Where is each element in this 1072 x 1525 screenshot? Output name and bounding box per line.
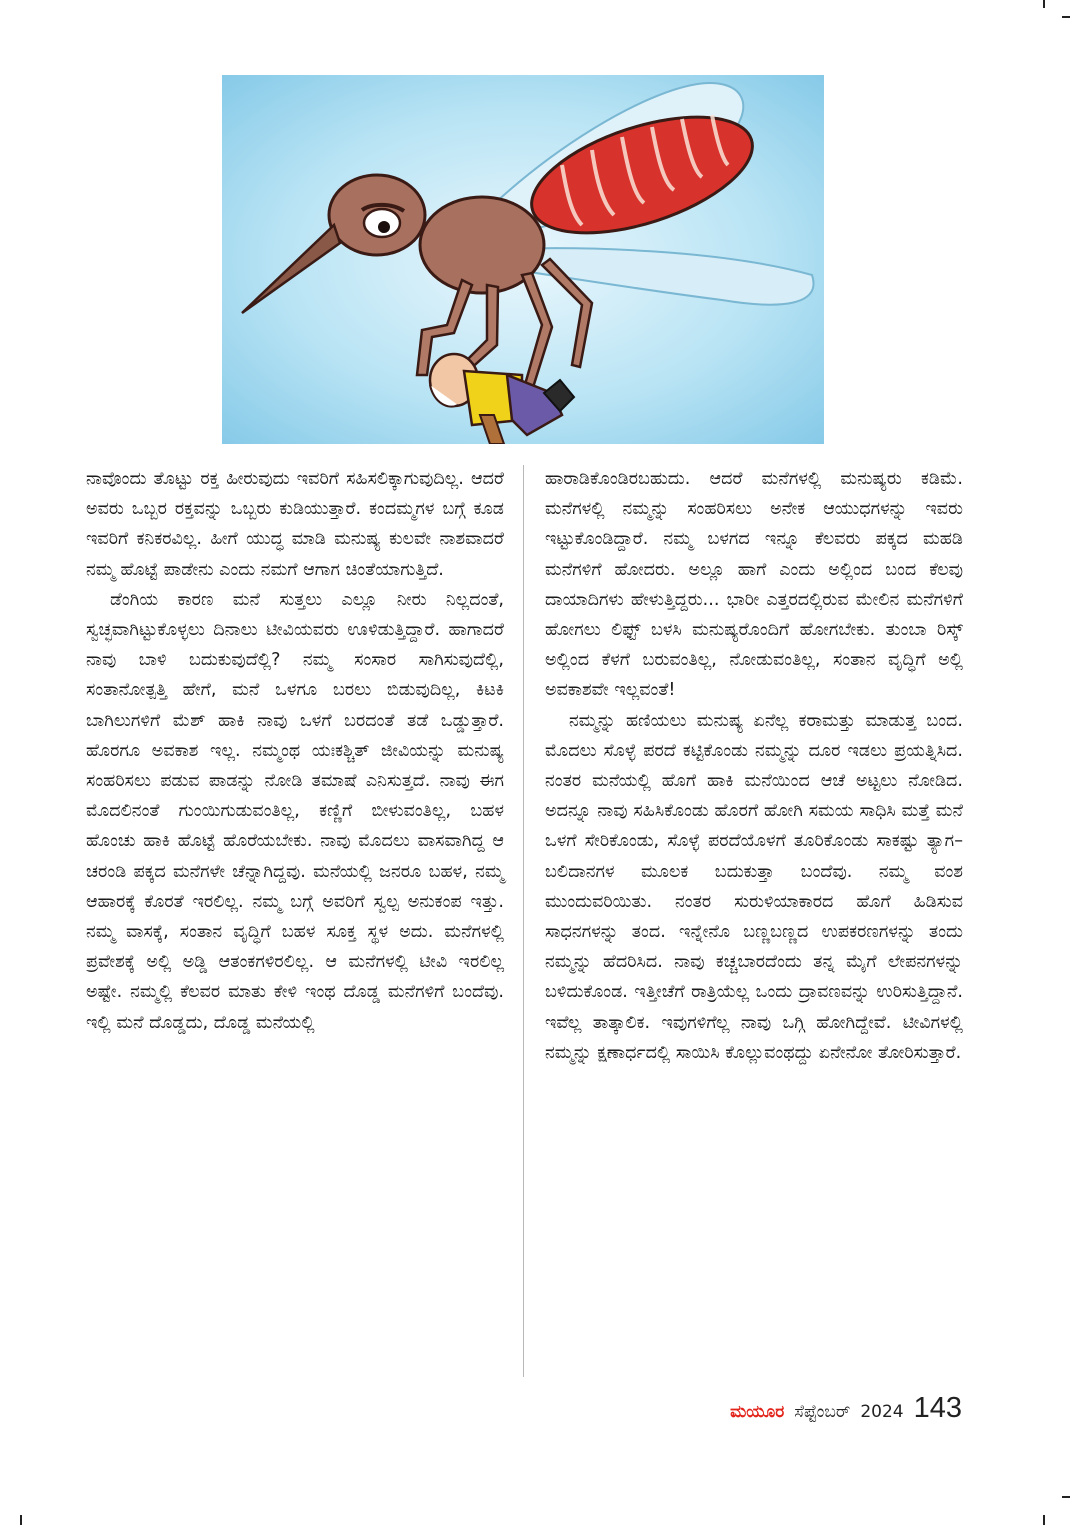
mosquito-carrying-man-image bbox=[222, 75, 824, 444]
page-footer bbox=[730, 1392, 962, 1426]
crop-mark bbox=[20, 1515, 22, 1525]
paragraph: ನಾವೊಂದು ತೊಟ್ಟು ರಕ್ತ ಹೀರುವುದು ಇವರಿಗೆ ಸಹಿಸಲಿಕ್ಕಾಗುವುದಿಲ್ಲ. ಆದರೆ ಅವರು ಒಬ್ಬರ ರಕ್ತವನ್ನು ಒಬ್ಬರು ಕುಡಿಯುತ್ತಾರೆ. ಕಂದಮ್ಮಗಳ ಬಗ್ಗೆ ಕೂಡ ಇವರಿಗೆ ಕನಿಕರವಿಲ್ಲ. ಹೀಗೆ ಯುದ್ಧ ಮಾಡಿ ಮನುಷ್ಯ ಕುಲವೇ ನಾಶವಾದರೆ ನಮ್ಮ ಹೊಟ್ಟೆ ಪಾಡೇನು ಎಂದು ನಮಗೆ ಆಗಾಗ ಚಿಂತೆಯಾಗುತ್ತಿದೆ. bbox=[86, 469, 504, 580]
issue-month: ಸೆಪ್ಟೆಂಬರ್ bbox=[794, 1402, 851, 1422]
paragraph: ನಮ್ಮನ್ನು ಹಣಿಯಲು ಮನುಷ್ಯ ಏನೆಲ್ಲ ಕರಾಮತ್ತು ಮಾಡುತ್ತ ಬಂದ. ಮೊದಲು ಸೊಳ್ಳೆ ಪರದೆ ಕಟ್ಟಿಕೊಂಡು ನಮ್ಮನ್ನು ದೂರ ಇಡಲು ಪ್ರಯತ್ನಿಸಿದ. ನಂತರ ಮನೆಯಲ್ಲಿ ಹೊಗೆ ಹಾಕಿ ಮನೆಯಿಂದ ಆಚೆ ಅಟ್ಟಲು ನೋಡಿದ. ಅದನ್ನೂ ನಾವು ಸಹಿಸಿಕೊಂಡು ಹೊರಗೆ ಹೋಗಿ ಸಮಯ ಸಾಧಿಸಿ ಮತ್ತೆ ಮನೆ ಒಳಗೆ ಸೇರಿಕೊಂಡು, ಸೊಳ್ಳೆ ಪರದೆಯೊಳಗೆ ತೂರಿಕೊಂಡು ಸಾಕಷ್ಟು ತ್ಯಾಗ– ಬಲಿದಾನಗಳ ಮೂಲಕ ಬದುಕುತ್ತಾ ಬಂದೆವು. ನಮ್ಮ ವಂಶ ಮುಂದುವರಿಯಿತು. ನಂತರ ಸುರುಳಿಯಾಕಾರದ ಹೊಗೆ ಹಿಡಿಸುವ ಸಾಧನಗಳನ್ನು ತಂದ. ಇನ್ನೇನೊ ಬಣ್ಣಬಣ್ಣದ ಉಪಕರಣಗಳನ್ನು ತಂದು ನಮ್ಮನ್ನು ಹೆದರಿಸಿದ. ನಾವು ಕಚ್ಚಬಾರದೆಂದು ತನ್ನ ಮೈಗೆ ಲೇಪನಗಳನ್ನು ಬಳಿದುಕೊಂಡ. ಇತ್ತೀಚೆಗೆ ರಾತ್ರಿಯೆಲ್ಲ ಒಂದು ದ್ರಾವಣವನ್ನು ಉರಿಸುತ್ತಿದ್ದಾನೆ. ಇವೆಲ್ಲ ತಾತ್ಕಾಲಿಕ. ಇವುಗಳಿಗೆಲ್ಲ ನಾವು ಒಗ್ಗಿ ಹೋಗಿದ್ದೇವೆ. ಟೀವಿಗಳಲ್ಲಿ ನಮ್ಮನ್ನು ಕ್ಷಣಾರ್ಧದಲ್ಲಿ ಸಾಯಿಸಿ ಕೊಲ್ಲುವಂಥದ್ದು ಏನೇನೋ ತೋರಿಸುತ್ತಾರೆ. bbox=[545, 710, 963, 1063]
crop-mark bbox=[1062, 1496, 1070, 1498]
right-column bbox=[545, 464, 963, 1068]
paragraph: ಡೆಂಗಿಯ ಕಾರಣ ಮನೆ ಸುತ್ತಲು ಎಲ್ಲೂ ನೀರು ನಿಲ್ಲದಂತೆ, ಸ್ವಚ್ಛವಾಗಿಟ್ಟುಕೊಳ್ಳಲು ದಿನಾಲು ಟೀವಿಯವರು ಊಳಿಡುತ್ತಿದ್ದಾರೆ. ಹಾಗಾದರೆ ನಾವು ಬಾಳಿ ಬದುಕುವುದೆಲ್ಲಿ? ನಮ್ಮ ಸಂಸಾರ ಸಾಗಿಸುವುದೆಲ್ಲಿ, ಸಂತಾನೋತ್ಪತ್ತಿ ಹೇಗೆ, ಮನೆ ಒಳಗೂ ಬರಲು ಬಿಡುವುದಿಲ್ಲ, ಕಿಟಕಿ ಬಾಗಿಲುಗಳಿಗೆ ಮೆಶ್ ಹಾಕಿ ನಾವು ಒಳಗೆ ಬರದಂತೆ ತಡೆ ಒಡ್ಡುತ್ತಾರೆ. ಹೊರಗೂ ಅವಕಾಶ ಇಲ್ಲ. ನಮ್ಮಂಥ ಯಃಕಶ್ಚಿತ್ ಜೀವಿಯನ್ನು ಮನುಷ್ಯ ಸಂಹರಿಸಲು ಪಡುವ ಪಾಡನ್ನು ನೋಡಿ ತಮಾಷೆ ಎನಿಸುತ್ತದೆ. ನಾವು ಈಗ ಮೊದಲಿನಂತೆ ಗುಂಯಿಗುಡುವಂತಿಲ್ಲ, ಕಣ್ಣಿಗೆ ಬೀಳುವಂತಿಲ್ಲ, ಬಹಳ ಹೊಂಚು ಹಾಕಿ ಹೊಟ್ಟೆ ಹೊರೆಯಬೇಕು. ನಾವು ಮೊದಲು ವಾಸವಾಗಿದ್ದ ಆ ಚರಂಡಿ ಪಕ್ಕದ ಮನೆಗಳೇ ಚೆನ್ನಾಗಿದ್ದವು. ಮನೆಯಲ್ಲಿ ಜನರೂ ಬಹಳ, ನಮ್ಮ ಆಹಾರಕ್ಕೆ ಕೊರತೆ ಇರಲಿಲ್ಲ. ನಮ್ಮ ಬಗ್ಗೆ ಅವರಿಗೆ ಸ್ವಲ್ಪ ಅನುಕಂಪ ಇತ್ತು. ನಮ್ಮ ವಾಸಕ್ಕೆ, ಸಂತಾನ ವೃದ್ಧಿಗೆ ಬಹಳ ಸೂಕ್ತ ಸ್ಥಳ ಅದು. ಮನೆಗಳಲ್ಲಿ ಪ್ರವೇಶಕ್ಕೆ ಅಲ್ಲಿ ಅಡ್ಡಿ ಆತಂಕಗಳಿರಲಿಲ್ಲ. ಆ ಮನೆಗಳಲ್ಲಿ ಟೀವಿ ಇರಲಿಲ್ಲ ಅಷ್ಟೇ. ನಮ್ಮಲ್ಲಿ ಕೆಲವರ ಮಾತು ಕೇಳಿ ಇಂಥ ದೊಡ್ಡ ಮನೆಗಳಿಗೆ ಬಂದೆವು. ಇಲ್ಲಿ ಮನೆ ದೊಡ್ಡದು, ದೊಡ್ಡ ಮನೆಯಲ್ಲಿ bbox=[86, 589, 504, 1033]
mosquito-illustration bbox=[222, 75, 824, 444]
crop-mark bbox=[1043, 1515, 1045, 1525]
page-number: 143 bbox=[913, 1392, 962, 1424]
issue-year: 2024 bbox=[860, 1402, 904, 1422]
magazine-name: ಮಯೂರ bbox=[730, 1402, 785, 1422]
column-divider bbox=[523, 465, 524, 1377]
paragraph: ಹಾರಾಡಿಕೊಂಡಿರಬಹುದು. ಆದರೆ ಮನೆಗಳಲ್ಲಿ ಮನುಷ್ಯರು ಕಡಿಮೆ. ಮನೆಗಳಲ್ಲಿ ನಮ್ಮನ್ನು ಸಂಹರಿಸಲು ಅನೇಕ ಆಯುಧಗಳನ್ನು ಇವರು ಇಟ್ಟುಕೊಂಡಿದ್ದಾರೆ. ನಮ್ಮ ಬಳಗದ ಇನ್ನೂ ಕೆಲವರು ಪಕ್ಕದ ಮಹಡಿ ಮನೆಗಳಿಗೆ ಹೋದರು. ಅಲ್ಲೂ ಹಾಗೆ ಎಂದು ಅಲ್ಲಿಂದ ಬಂದ ಕೆಲವು ದಾಯಾದಿಗಳು ಹೇಳುತ್ತಿದ್ದರು... ಭಾರೀ ಎತ್ತರದಲ್ಲಿರುವ ಮೇಲಿನ ಮನೆಗಳಿಗೆ ಹೋಗಲು ಲಿಫ್ಟ್ ಬಳಸಿ ಮನುಷ್ಯರೊಂದಿಗೆ ಹೋಗಬೇಕು. ತುಂಬಾ ರಿಸ್ಕ್ ಅಲ್ಲಿಂದ ಕೆಳಗೆ ಬರುವಂತಿಲ್ಲ, ನೋಡುವಂತಿಲ್ಲ, ಸಂತಾನ ವೃದ್ಧಿಗೆ ಅಲ್ಲಿ ಅವಕಾಶವೇ ಇಲ್ಲವಂತೆ! bbox=[545, 469, 963, 701]
crop-mark bbox=[1043, 0, 1045, 8]
left-column bbox=[86, 464, 504, 1038]
crop-mark bbox=[1062, 16, 1070, 18]
